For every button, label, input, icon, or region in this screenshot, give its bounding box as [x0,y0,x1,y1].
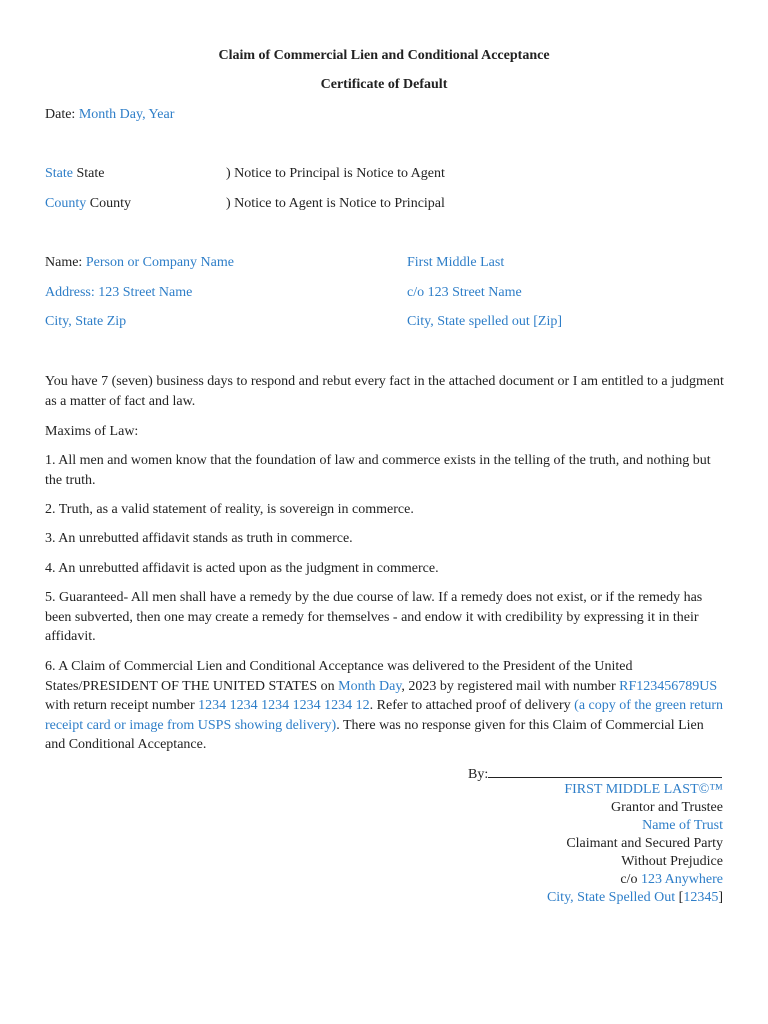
name-line [45,255,234,271]
maxim-item-6 [45,657,725,755]
county-line [45,196,131,212]
name-value: Person or Company Name [85,255,234,270]
maxims-heading: Maxims of Law: [45,424,139,439]
date-label: Date: [45,107,76,122]
delivery-date: Month Day [338,678,402,694]
co-prefix: c/o [620,872,641,887]
intro-paragraph: You have 7 (seven) business days to respond and rebut every fact in the attached document or I am entitled to a judgment as a matter of fact and law. [45,374,724,409]
maxim-item: 3. An unrebutted affidavit stands as truth in commerce. [45,531,353,546]
signer-name: FIRST MIDDLE LAST©™ [564,782,723,797]
zip-code: 12345 [683,890,719,905]
signature-underline [488,765,722,778]
maxim-item: 4. An unrebutted affidavit is acted upon as the judgment in commerce. [45,561,439,576]
maxim-item: 1. All men and women know that the foundation of law and commerce exists in the telling of the truth, and nothing but the truth. [45,453,711,488]
by-label: By: [468,767,489,782]
proof-note: (a copy of the green return receipt card or image from USPS showing delivery) [45,698,724,733]
without-prejudice: Without Prejudice [621,854,723,869]
trust-name: Name of Trust [642,818,723,833]
zip-close: ] [718,890,723,905]
state-word: State [76,166,105,181]
item6-text: 6. A Claim of Commercial Lien and Conditional Acceptance was delivered to the President of the United States/PRESIDENT OF THE UNITED STATES on [45,659,633,694]
zip-open: [ [678,890,684,905]
item6-text: . Refer to attached proof of delivery [369,698,575,714]
document-subtitle: Certificate of Default [320,77,448,92]
date-line [45,107,174,123]
right-city: City, State spelled out [Zip] [407,314,563,329]
name-label: Name: [45,255,83,270]
maxim-item: 5. Guaranteed- All men shall have a remedy by the due course of law. If a remedy does not exist, or if the remedy has been subverted, then one may create a remedy for themselves - and endow it with credibility by expressing it in their affidavit. [45,590,703,645]
county-placeholder: County [45,196,87,211]
registered-number: RF123456789US [619,678,718,694]
county-word: County [89,196,131,211]
city-text: City, State Spelled Out [546,890,676,905]
item6-text: . There was no response given for this Claim of Commercial Lien and Conditional Acceptance. [45,717,704,753]
address-value: Address: 123 Street Name [45,285,193,300]
county-notice: ) Notice to Agent is Notice to Principal [226,196,445,211]
item6-text: with return receipt number [45,698,199,714]
signer-role-claimant: Claimant and Secured Party [566,836,723,851]
item6-text: , 2023 by registered mail with number [401,678,620,694]
signer-city [547,890,723,906]
receipt-number: 1234 1234 1234 1234 1234 12 [198,698,370,714]
signature-line [468,765,722,783]
maxim-item: 2. Truth, as a valid statement of reality, is sovereign in commerce. [45,502,414,517]
document-title: Claim of Commercial Lien and Conditional Acceptance [218,48,550,63]
city-value: City, State Zip [45,314,127,329]
co-address: 123 Anywhere [640,872,723,887]
signer-co-address [620,872,723,888]
state-notice: ) Notice to Principal is Notice to Agent [226,166,445,181]
date-value: Month Day, Year [78,107,175,122]
state-line [45,166,105,182]
right-name: First Middle Last [407,255,505,270]
signer-role-grantor: Grantor and Trustee [611,800,723,815]
state-placeholder: State [45,166,73,181]
right-address: c/o 123 Street Name [407,285,522,300]
